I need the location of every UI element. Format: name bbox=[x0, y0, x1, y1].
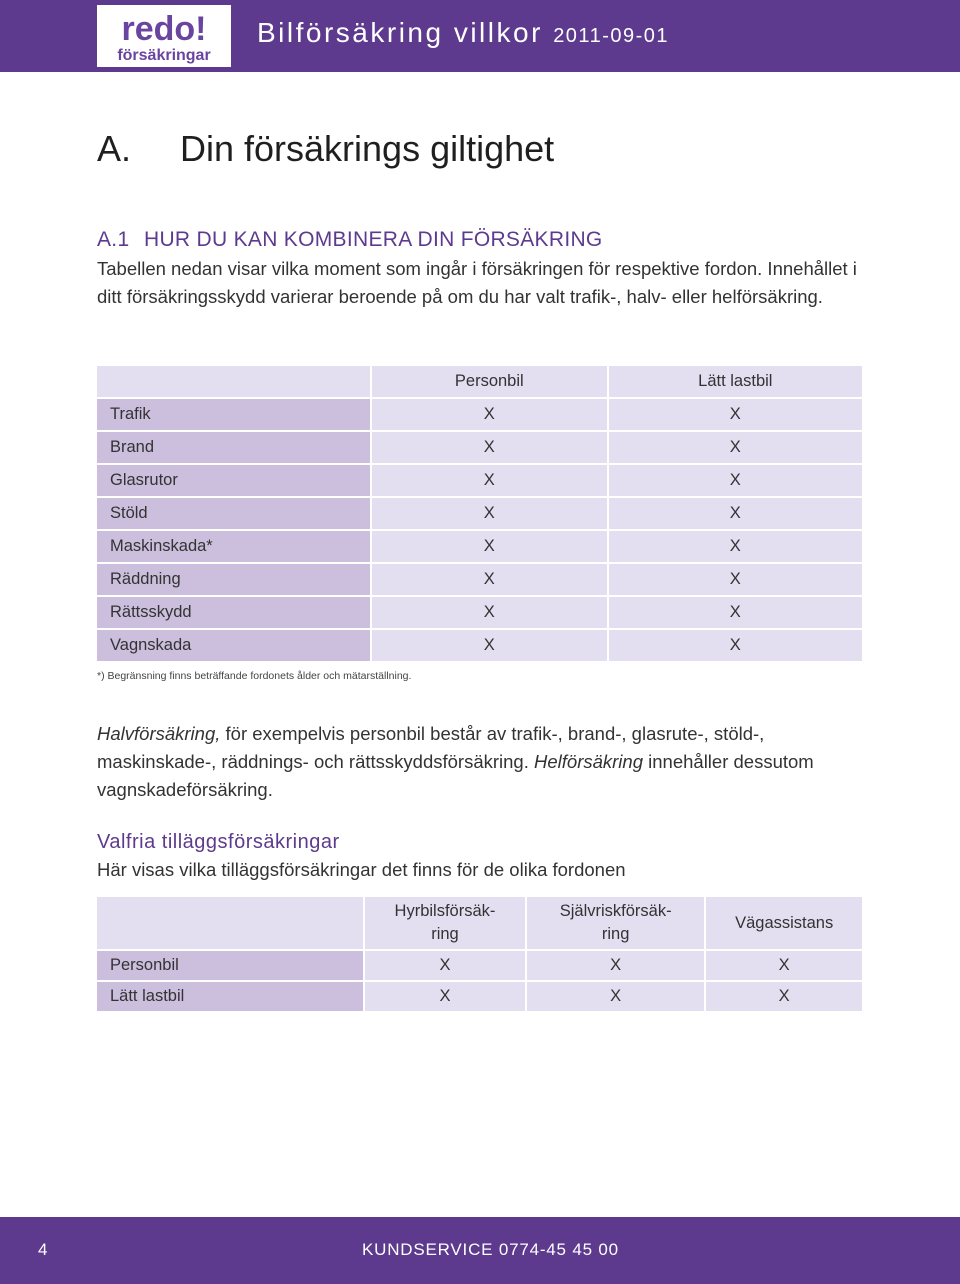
logo-subtitle: försäkringar bbox=[117, 47, 211, 64]
document-date: 2011-09-01 bbox=[553, 25, 670, 47]
header-corner-cell bbox=[97, 366, 370, 397]
cell-value: X bbox=[609, 498, 862, 529]
table-row bbox=[97, 597, 862, 628]
subsection-heading bbox=[97, 228, 603, 252]
table-row bbox=[97, 465, 862, 496]
redo-logo bbox=[97, 5, 231, 67]
coverage-table bbox=[95, 364, 864, 663]
logo-wordmark: redo! bbox=[121, 10, 207, 48]
cell-value: X bbox=[706, 982, 862, 1011]
page-number: 4 bbox=[38, 1240, 48, 1259]
cell-value: X bbox=[372, 597, 607, 628]
extras-heading: Valfria tilläggsförsäkringar bbox=[97, 831, 340, 853]
table-row bbox=[97, 982, 862, 1011]
cell-value: X bbox=[609, 432, 862, 463]
section-number: A. bbox=[97, 128, 132, 169]
header-hyrbil bbox=[365, 897, 525, 949]
table-row bbox=[97, 432, 862, 463]
logo-graphic bbox=[97, 5, 231, 67]
row-label: Räddning bbox=[97, 564, 370, 595]
table-row bbox=[97, 630, 862, 661]
cell-value: X bbox=[372, 465, 607, 496]
header-line: ring bbox=[601, 925, 630, 943]
cell-value: X bbox=[365, 982, 525, 1011]
cell-value: X bbox=[365, 951, 525, 980]
row-label: Maskinskada* bbox=[97, 531, 370, 562]
header-latt-lastbil: Lätt lastbil bbox=[609, 366, 862, 397]
term-halvforsakring: Halvförsäkring, bbox=[97, 723, 221, 744]
row-label: Brand bbox=[97, 432, 370, 463]
cell-value: X bbox=[372, 399, 607, 430]
cell-value: X bbox=[706, 951, 862, 980]
section-heading bbox=[97, 128, 554, 170]
table-row bbox=[97, 498, 862, 529]
row-label: Stöld bbox=[97, 498, 370, 529]
cell-value: X bbox=[609, 399, 862, 430]
row-label: Vagnskada bbox=[97, 630, 370, 661]
coverage-explanation bbox=[97, 720, 867, 804]
cell-value: X bbox=[372, 498, 607, 529]
cell-value: X bbox=[527, 951, 704, 980]
cell-value: X bbox=[609, 465, 862, 496]
header-line: Hyrbilsförsäk- bbox=[394, 902, 496, 920]
document-title bbox=[257, 17, 669, 49]
explanation-text-2: innehåller dessutom vagnskadeförsäkring. bbox=[97, 751, 814, 800]
extras-intro: Här visas vilka tilläggsförsäkringar det finns för de olika fordonen bbox=[97, 859, 626, 880]
term-helforsakring: Helförsäkring bbox=[534, 751, 643, 772]
extras-table-header bbox=[97, 897, 862, 949]
coverage-table-header bbox=[97, 366, 862, 397]
header-line: Självriskförsäk- bbox=[559, 902, 672, 920]
table-row bbox=[97, 531, 862, 562]
header-vagassistans bbox=[706, 897, 862, 949]
subsection-number: A.1 bbox=[97, 228, 130, 251]
header-line: Vägassistans bbox=[735, 913, 834, 932]
row-label: Rättsskydd bbox=[97, 597, 370, 628]
customer-service-phone: KUNDSERVICE 0774-45 45 00 bbox=[362, 1240, 619, 1259]
header-corner-cell bbox=[97, 897, 363, 949]
extras-table bbox=[95, 895, 864, 1013]
cell-value: X bbox=[609, 564, 862, 595]
row-label: Lätt lastbil bbox=[97, 982, 363, 1011]
table-row bbox=[97, 951, 862, 980]
table-row bbox=[97, 399, 862, 430]
header-personbil: Personbil bbox=[372, 366, 607, 397]
table-footnote: *) Begränsning finns beträffande fordonets ålder och mätarställning. bbox=[97, 670, 412, 682]
header-line: ring bbox=[431, 925, 459, 943]
document-title-text: Bilförsäkring villkor bbox=[257, 17, 543, 48]
cell-value: X bbox=[527, 982, 704, 1011]
cell-value: X bbox=[372, 564, 607, 595]
row-label: Trafik bbox=[97, 399, 370, 430]
cell-value: X bbox=[372, 630, 607, 661]
explanation-text-1: för exempelvis personbil består av trafik-, brand-, glasrute-, stöld-, maskinskade-, räddnings- och rättsskyddsförsäkring. bbox=[97, 723, 765, 772]
intro-paragraph: Tabellen nedan visar vilka moment som ingår i försäkringen för respektive fordon. Innehållet i ditt försäkringsskydd varierar beroende på om du har valt trafik-, halv- eller helförsäkring. bbox=[97, 258, 857, 307]
cell-value: X bbox=[609, 531, 862, 562]
cell-value: X bbox=[609, 597, 862, 628]
table-row bbox=[97, 564, 862, 595]
subsection-title: HUR DU KAN KOMBINERA DIN FÖRSÄKRING bbox=[144, 228, 603, 251]
cell-value: X bbox=[609, 630, 862, 661]
cell-value: X bbox=[372, 531, 607, 562]
header-bar bbox=[0, 0, 960, 72]
row-label: Personbil bbox=[97, 951, 363, 980]
cell-value: X bbox=[372, 432, 607, 463]
header-sjalvrisk bbox=[527, 897, 704, 949]
row-label: Glasrutor bbox=[97, 465, 370, 496]
section-title: Din försäkrings giltighet bbox=[180, 128, 555, 169]
